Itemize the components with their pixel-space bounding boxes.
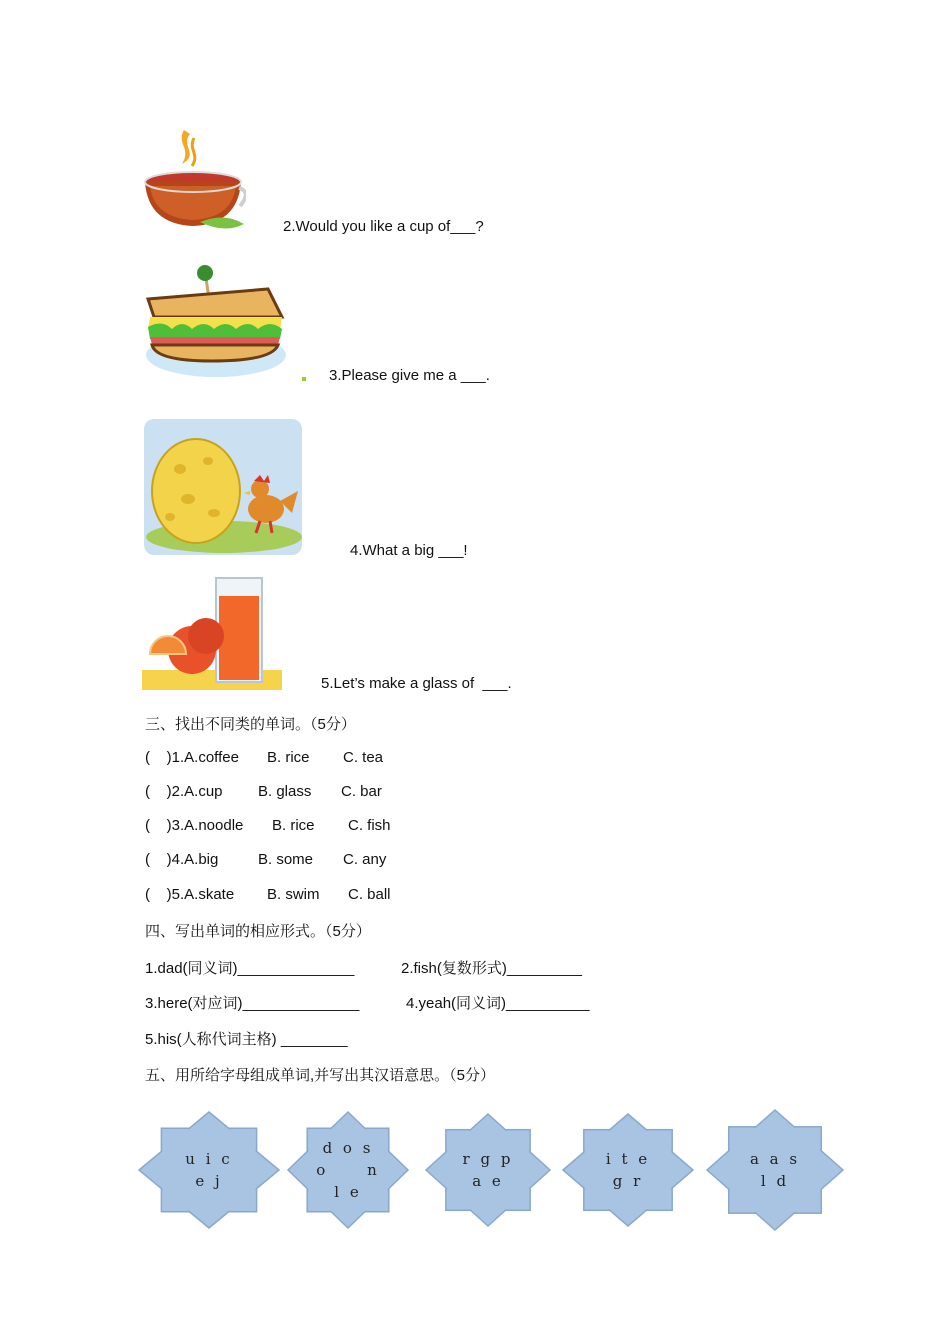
picture-question-4: 4.What a big ___!: [350, 542, 468, 559]
section3-heading: 三、找出不同类的单词。（5分）: [145, 716, 356, 733]
section4-line-1-left: 1.dad(同义词)______________: [145, 960, 355, 977]
sandwich-picture: [142, 257, 288, 382]
section4-line-2-right: 4.yeah(同义词)__________: [406, 995, 590, 1012]
section3-item-1-a: ( )1.A.coffee: [145, 749, 239, 766]
star-5-letters-line-1: a a s: [749, 1150, 801, 1168]
section3-item-1-b: B. rice: [267, 749, 310, 766]
star-5-letters-line-2: l d: [760, 1172, 790, 1190]
star-2-letters-line-3: l e: [334, 1183, 362, 1201]
letter-star-4: [563, 1114, 693, 1226]
section4-line-1-right: 2.fish(复数形式)_________: [401, 960, 582, 977]
picture-question-5: 5.Let’s make a glass of ___.: [321, 675, 512, 692]
dot-mark: [302, 377, 306, 381]
section3-item-2-b: B. glass: [258, 783, 312, 800]
star-4-letters-line-1: i t e: [605, 1150, 651, 1168]
letter-stars: [0, 1100, 950, 1260]
section3-item-3-b: B. rice: [272, 817, 315, 834]
section3-item-3-a: ( )3.A.noodle: [145, 817, 244, 834]
section4-line-3-left: 5.his(人称代词主格) ________: [145, 1031, 348, 1048]
star-4-letters-line-2: g r: [612, 1172, 644, 1190]
tea-cup-picture: [140, 124, 246, 236]
section5-heading: 五、用所给字母组成单词,并写出其汉语意思。（5分）: [145, 1067, 496, 1084]
orange-juice-picture: [142, 574, 282, 690]
section4-line-2-left: 3.here(对应词)______________: [145, 995, 360, 1012]
star-3-letters-line-1: r g p: [462, 1150, 514, 1168]
letter-star-2: [288, 1112, 408, 1228]
section3-item-2-a: ( )2.A.cup: [145, 783, 223, 800]
star-1-letters-line-1: u i c: [185, 1150, 233, 1168]
letter-star-3: [426, 1114, 550, 1226]
star-1-letters-line-2: e j: [195, 1172, 223, 1190]
picture-question-3: 3.Please give me a ___.: [329, 367, 490, 384]
section3-item-1-c: C. tea: [343, 749, 384, 766]
section3-item-4-b: B. some: [258, 851, 314, 868]
section3-item-4-a: ( )4.A.big: [145, 851, 219, 868]
star-2-letters-line-1: d o s: [322, 1139, 374, 1157]
letter-star-1: [139, 1112, 279, 1228]
picture-question-2: 2.Would you like a cup of___?: [283, 218, 484, 235]
section3-item-2-c: C. bar: [341, 783, 382, 800]
section3-item-5-b: B. swim: [267, 886, 320, 903]
letter-star-5: [707, 1110, 843, 1230]
section3-item-3-c: C. fish: [348, 817, 391, 834]
section3-item-5-c: C. ball: [348, 886, 391, 903]
section3-item-4-c: C. any: [343, 851, 387, 868]
section3-item-5-a: ( )5.A.skate: [145, 886, 235, 903]
star-3-letters-line-2: a e: [472, 1172, 504, 1190]
star-2-letters-line-2: o n: [316, 1161, 380, 1179]
big-egg-picture: [142, 417, 306, 557]
section4-heading: 四、写出单词的相应形式。（5分）: [145, 923, 371, 940]
